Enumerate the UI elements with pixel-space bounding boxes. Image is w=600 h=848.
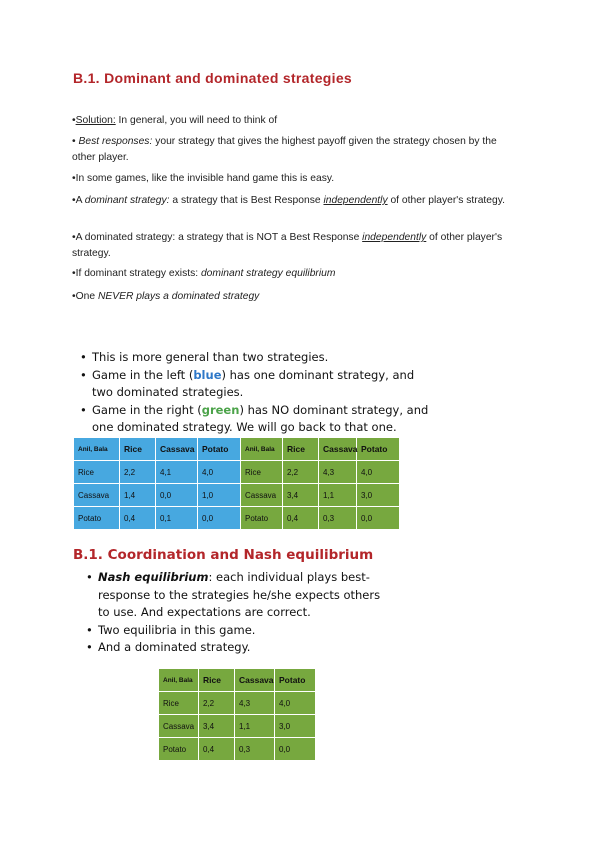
table-cell: 4,0 <box>198 461 243 484</box>
row-header: Potato <box>159 738 199 761</box>
row-header: Cassava <box>241 484 283 507</box>
solution-paragraph <box>72 113 522 129</box>
nash-bullet-list <box>86 569 386 657</box>
never-label: NEVER plays a dominated strategy <box>97 291 260 302</box>
easy-paragraph <box>72 171 522 187</box>
table-row <box>241 484 400 507</box>
payoff-table-green <box>240 437 400 530</box>
table-cell: 4,0 <box>275 692 316 715</box>
bullet: • <box>72 268 76 279</box>
column-header: Rice <box>199 669 235 692</box>
table-cell: 2,2 <box>199 692 235 715</box>
table-cell: 4,1 <box>156 461 198 484</box>
equilibrium-label: dominant strategy equilibrium <box>200 268 336 279</box>
column-header: Cassava <box>235 669 275 692</box>
never-text: One <box>75 291 98 302</box>
bullet-text: Game in the right ( <box>92 402 202 417</box>
table-cell: 3,4 <box>199 715 235 738</box>
easy-text: In some games, like the invisible hand game this is easy. <box>75 173 335 184</box>
row-header: Cassava <box>159 715 199 738</box>
best-response-label: Best responses: <box>78 136 153 147</box>
dominant-label: dominant strategy: <box>84 195 170 206</box>
dominant-paragraph <box>72 193 522 209</box>
bullet: • <box>86 622 93 637</box>
table-cell: 3,0 <box>275 715 316 738</box>
table-cell: 4,3 <box>235 692 275 715</box>
row-header: Potato <box>74 507 120 530</box>
table-cell: 0,0 <box>275 738 316 761</box>
table-cell: 1,1 <box>319 484 357 507</box>
row-header: Rice <box>241 461 283 484</box>
table-cell: 0,0 <box>156 484 198 507</box>
bullet: • <box>80 350 87 364</box>
solution-label: Solution: <box>75 115 116 126</box>
table-header-row <box>159 669 316 692</box>
table-row <box>159 715 316 738</box>
table-corner-cell: Anil, Bala <box>74 438 120 461</box>
table-row <box>74 484 243 507</box>
table-cell: 4,0 <box>357 461 400 484</box>
column-header: Cassava <box>156 438 198 461</box>
bullet-text: And a dominated strategy. <box>98 640 251 654</box>
bullet: • <box>72 195 76 206</box>
solution-text: In general, you will need to think of <box>115 115 278 126</box>
section-title-coordination: B.1. Coordination and Nash equilibrium <box>73 547 374 563</box>
bullet: • <box>72 232 76 243</box>
slide-bullet-list <box>80 349 430 437</box>
row-header: Rice <box>159 692 199 715</box>
best-response-paragraph <box>72 134 522 166</box>
table-row <box>241 461 400 484</box>
table-corner-cell: Anil, Bala <box>159 669 199 692</box>
table-header-row <box>241 438 400 461</box>
green-word: green <box>201 402 240 417</box>
table-cell: 0,0 <box>357 507 400 530</box>
bullet-text: : each individual plays best-response to the strategies he/she expects others to use. And expectations are correct. <box>98 570 381 619</box>
bullet-text: Two equilibria in this game. <box>98 622 256 637</box>
column-header: Cassava <box>319 438 357 461</box>
payoff-table-nash <box>158 668 316 761</box>
list-item <box>80 349 430 367</box>
list-item <box>86 622 386 640</box>
table-row <box>159 738 316 761</box>
table-header-row <box>74 438 243 461</box>
column-header: Rice <box>120 438 156 461</box>
bullet: • <box>86 570 93 584</box>
bullet: • <box>80 402 87 417</box>
column-header: Potato <box>275 669 316 692</box>
table-cell: 0,1 <box>156 507 198 530</box>
bullet-text: ) has one dominant strategy, and two dominated strategies. <box>92 367 415 399</box>
list-item <box>80 367 430 402</box>
table-cell: 0,4 <box>283 507 319 530</box>
table-cell: 1,1 <box>235 715 275 738</box>
table-cell: 2,2 <box>283 461 319 484</box>
dominant-prefix: A <box>75 195 85 206</box>
list-item <box>86 569 386 622</box>
dominant-text-a: a strategy that is Best Response <box>169 195 324 206</box>
dominated-independently: independently <box>362 232 427 243</box>
dominant-independently: independently <box>323 195 388 206</box>
nash-label: Nash equilibrium <box>98 570 209 584</box>
column-header: Potato <box>198 438 243 461</box>
table-corner-cell: Anil, Bala <box>241 438 283 461</box>
dominant-text-b: of other player's strategy. <box>387 195 505 206</box>
best-response-text: your strategy that gives the highest payoff given the strategy chosen by the other player. <box>72 136 497 163</box>
table-cell: 1,4 <box>120 484 156 507</box>
equilibrium-paragraph <box>72 266 522 282</box>
table-cell: 0,4 <box>199 738 235 761</box>
table-cell: 1,0 <box>198 484 243 507</box>
row-header: Rice <box>74 461 120 484</box>
bullet-text: Game in the left ( <box>92 367 194 382</box>
list-item <box>86 639 386 657</box>
table-row <box>74 507 243 530</box>
equilibrium-text: If dominant strategy exists: <box>75 268 201 279</box>
table-cell: 0,4 <box>120 507 156 530</box>
bullet: • <box>72 136 76 147</box>
row-header: Cassava <box>74 484 120 507</box>
table-cell: 4,3 <box>319 461 357 484</box>
column-header: Potato <box>357 438 400 461</box>
dominated-text-b: of other player's strategy. <box>72 232 503 259</box>
table-row <box>74 461 243 484</box>
table-cell: 0,3 <box>235 738 275 761</box>
bullet-text: This is more general than two strategies. <box>92 350 329 364</box>
list-item <box>80 402 430 437</box>
table-cell: 3,0 <box>357 484 400 507</box>
never-paragraph <box>72 289 522 305</box>
dominated-paragraph <box>72 230 522 262</box>
bullet: • <box>86 640 93 654</box>
bullet: • <box>72 291 76 302</box>
row-header: Potato <box>241 507 283 530</box>
section-title-dominant: B.1. Dominant and dominated strategies <box>73 70 352 86</box>
bullet: • <box>72 115 76 126</box>
table-cell: 2,2 <box>120 461 156 484</box>
table-cell: 0,0 <box>198 507 243 530</box>
bullet: • <box>80 367 87 382</box>
table-row <box>159 692 316 715</box>
bullet: • <box>72 173 76 184</box>
payoff-table-blue <box>73 437 243 530</box>
bullet-text: ) has NO dominant strategy, and one dominated strategy. We will go back to that one. <box>92 402 429 434</box>
blue-word: blue <box>193 367 222 382</box>
dominated-text-a: A dominated strategy: a strategy that is NOT a Best Response <box>75 232 363 243</box>
column-header: Rice <box>283 438 319 461</box>
table-cell: 0,3 <box>319 507 357 530</box>
table-row <box>241 507 400 530</box>
table-cell: 3,4 <box>283 484 319 507</box>
